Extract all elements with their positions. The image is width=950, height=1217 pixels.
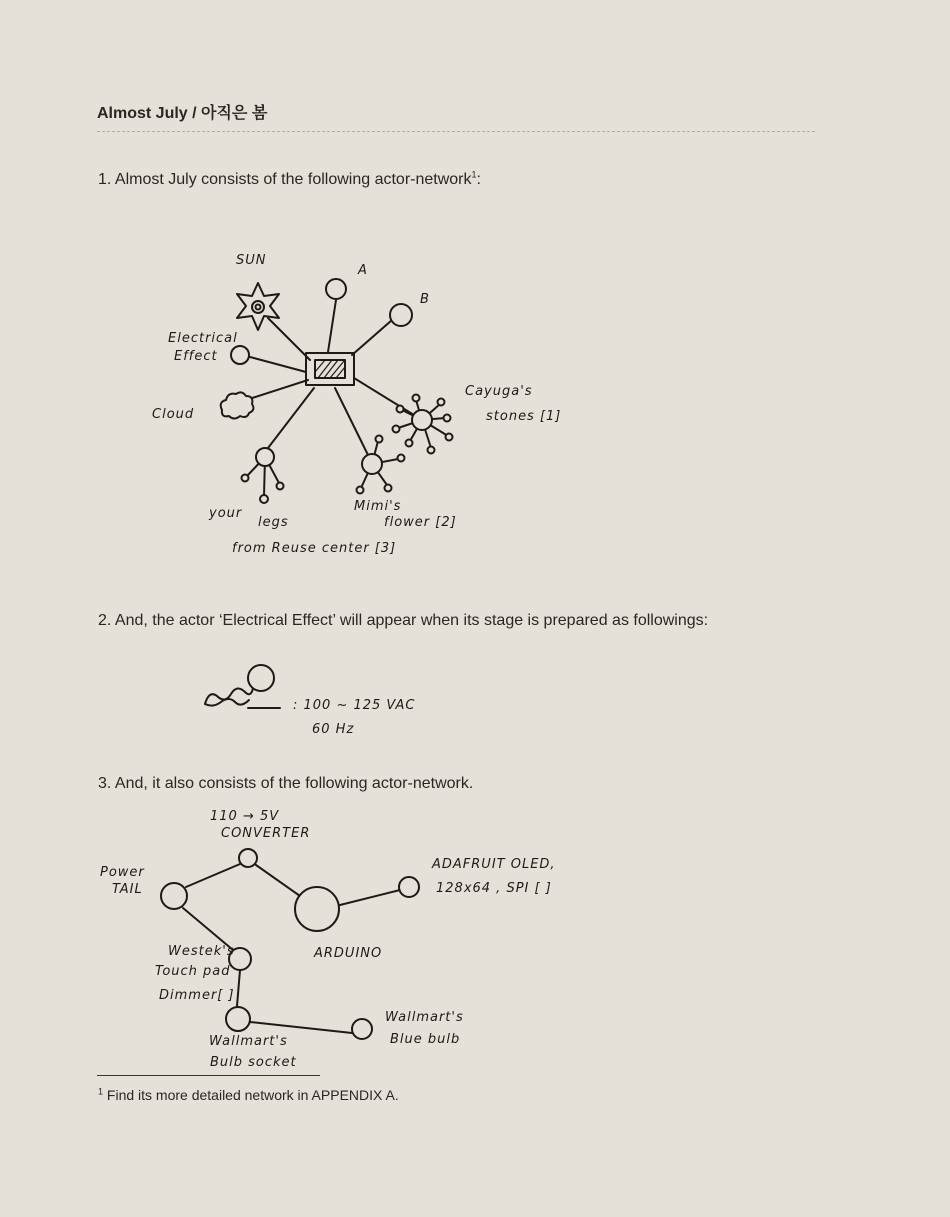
label-electrical: Electrical xyxy=(168,331,238,346)
label-sun: SUN xyxy=(236,253,267,268)
hardware-network-diagram xyxy=(0,800,950,1075)
label-converter-1: 110 → 5V xyxy=(210,809,280,824)
label-mimi-2: flower [2] xyxy=(384,515,457,530)
label-bulb-2: Blue bulb xyxy=(390,1032,461,1047)
title-divider xyxy=(97,131,815,132)
actor-network-diagram xyxy=(0,240,950,570)
label-a: A xyxy=(358,263,368,278)
bulb-node xyxy=(248,665,274,691)
label-socket-2: Bulb socket xyxy=(210,1055,297,1070)
cloud-node xyxy=(221,392,254,418)
label-cloud: Cloud xyxy=(152,407,195,422)
label-oled-2: 128x64 , SPI [ ] xyxy=(436,881,552,896)
cayuga-stones-node xyxy=(393,395,453,454)
section-1 xyxy=(98,171,481,189)
section-3 xyxy=(98,775,473,793)
section-2-text: And, the actor ‘Electrical Effect’ will appear when its stage is prepared as followings: xyxy=(114,612,709,629)
label-your: your xyxy=(209,506,243,521)
your-legs-node xyxy=(242,448,284,503)
section-1-number: 1. xyxy=(98,171,112,188)
node-b xyxy=(390,304,412,326)
label-mimi-1: Mimi's xyxy=(354,499,402,514)
section-1-text: Almost July consists of the following actor-network xyxy=(114,171,472,188)
footnote-number: 1 xyxy=(98,1086,104,1097)
center-node xyxy=(306,353,354,385)
label-b: B xyxy=(420,292,430,307)
section-2-number: 2. xyxy=(98,612,112,629)
footnote xyxy=(98,1087,399,1103)
label-cayuga-2: stones [1] xyxy=(486,409,562,424)
label-reuse-center: from Reuse center [3] xyxy=(232,541,397,556)
label-power-2: TAIL xyxy=(112,882,143,897)
footnote-divider xyxy=(97,1075,320,1076)
label-effect: Effect xyxy=(174,349,218,364)
footnote-ref[interactable]: 1 xyxy=(471,169,477,180)
label-power-1: Power xyxy=(100,865,145,880)
label-westek-3: Dimmer[ ] xyxy=(159,988,235,1003)
power-tail-node xyxy=(161,883,187,909)
footnote-text: Find its more detailed network in APPENDIX A. xyxy=(106,1087,399,1103)
node-a xyxy=(326,279,346,299)
oled-node xyxy=(399,877,419,897)
converter-node xyxy=(239,849,257,867)
label-westek-2: Touch pad xyxy=(155,964,231,979)
label-socket-1: Wallmart's xyxy=(209,1034,288,1049)
section-2 xyxy=(98,612,708,630)
section-3-number: 3. xyxy=(98,775,112,792)
section-3-text: And, it also consists of the following actor-network. xyxy=(114,775,474,792)
label-converter-2: CONVERTER xyxy=(221,826,311,841)
label-frequency: 60 Hz xyxy=(312,722,355,737)
label-westek-1: Westek's xyxy=(168,944,235,959)
electrical-stage-diagram xyxy=(0,655,950,740)
section-1-suffix: : xyxy=(476,171,481,188)
label-arduino: ARDUINO xyxy=(314,946,383,961)
label-legs: legs xyxy=(258,515,289,530)
label-cayuga-1: Cayuga's xyxy=(465,384,533,399)
bulb-socket-node xyxy=(226,1007,250,1031)
label-voltage: : 100 ~ 125 VAC xyxy=(293,698,416,713)
blue-bulb-node xyxy=(352,1019,372,1039)
label-oled-1: ADAFRUIT OLED, xyxy=(432,857,556,872)
page-title: Almost July / 아직은 봄 xyxy=(97,105,268,122)
label-bulb-1: Wallmart's xyxy=(385,1010,464,1025)
node-electrical-effect xyxy=(231,346,249,364)
arduino-node xyxy=(295,887,339,931)
